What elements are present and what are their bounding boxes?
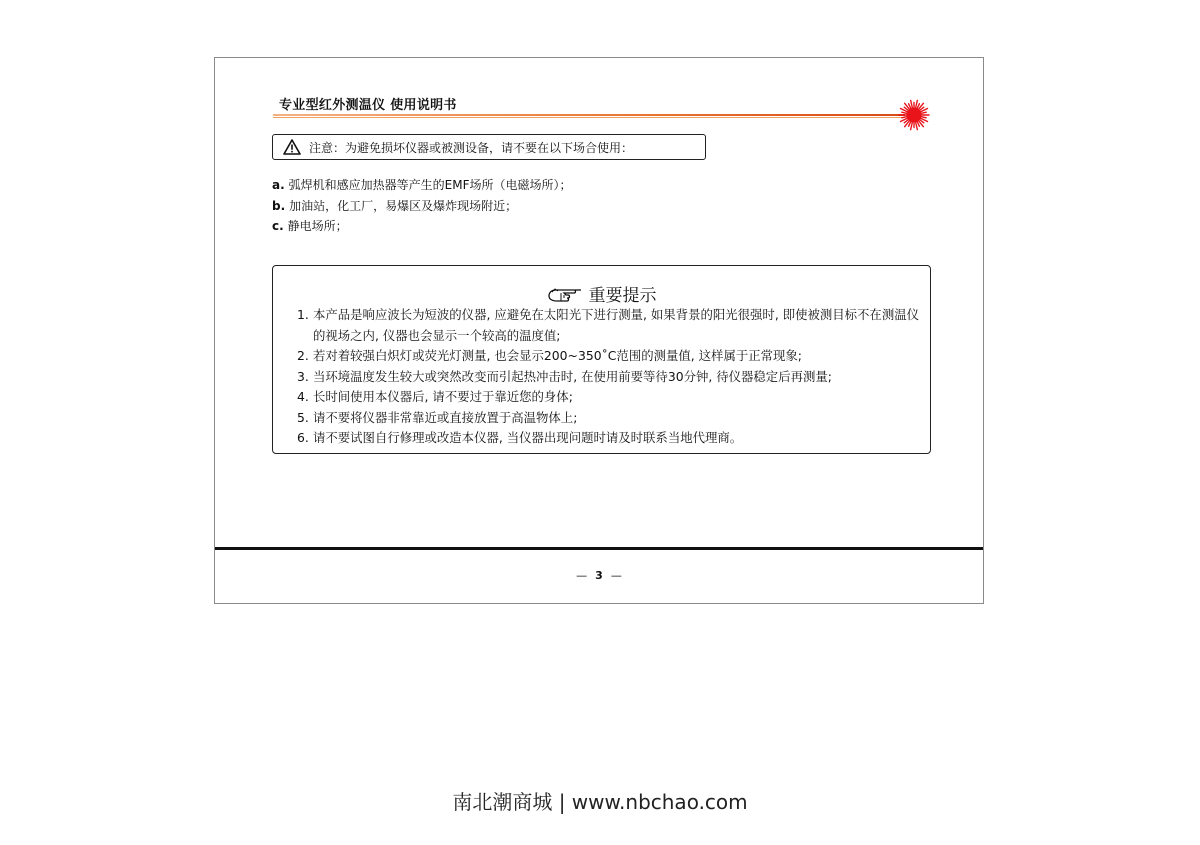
list-item-letter: b. [272, 198, 286, 213]
list-item [272, 175, 572, 196]
list-item-text: 请不要试图自行修理或改造本仪器, 当仪器出现问题时请及时联系当地代理商。 [313, 430, 743, 445]
list-item [297, 367, 919, 388]
list-item-number: 3. [297, 368, 309, 384]
page-number-value: 3 [595, 569, 603, 582]
list-item [297, 305, 919, 346]
list-item-text: 当环境温度发生较大或突然改变而引起热冲击时, 在使用前要等待30分钟, 待仪器稳定后再测量; [313, 368, 832, 384]
list-item-number: 6. [297, 430, 309, 445]
warning-triangle-icon [283, 139, 301, 155]
page-number [215, 569, 983, 582]
header-rule [273, 114, 905, 118]
red-burst-logo-icon [898, 99, 930, 131]
list-item [297, 387, 919, 408]
list-item-number: 2. [297, 348, 309, 363]
list-item [297, 346, 919, 367]
list-item [297, 428, 919, 449]
site-watermark: 南北潮商城 | www.nbchao.com [452, 790, 748, 814]
list-item [297, 408, 919, 429]
pointing-hand-icon [547, 284, 583, 304]
list-item-text: 本产品是响应波长为短波的仪器, 应避免在太阳光下进行测量, 如果背景的阳光很强时, 即使被测目标不在测温仪的视场之内, 仪器也会显示一个较高的温度值; [313, 307, 919, 343]
list-item [272, 196, 572, 217]
list-item-number: 5. [297, 409, 309, 425]
list-item [272, 216, 572, 237]
tips-list [297, 305, 919, 449]
tips-title: 重要提示 [588, 286, 657, 306]
list-item-text: 弧焊机和感应加热器等产生的EMF场所（电磁场所）； [288, 178, 572, 192]
important-tips-box [272, 265, 931, 454]
list-item-letter: a. [272, 178, 285, 192]
condition-list [272, 175, 572, 237]
page-dash-left: — [576, 569, 588, 582]
footer-rule [215, 547, 983, 550]
list-item-text: 请不要将仪器非常靠近或直接放置于高温物体上; [313, 409, 578, 425]
list-item-number: 4. [297, 389, 309, 404]
list-item-text: 若对着较强白炽灯或荧光灯测量, 也会显示200~350˚C范围的测量值, 这样属于正常现象; [313, 348, 802, 363]
list-item-text: 加油站，化工厂，易爆区及爆炸现场附近； [289, 198, 518, 213]
list-item-text: 长时间使用本仪器后, 请不要过于靠近您的身体; [313, 389, 573, 404]
notice-text: 注意：为避免损坏仪器或被测设备，请不要在以下场合使用： [309, 140, 634, 155]
list-item-text: 静电场所； [287, 219, 348, 233]
tips-heading [273, 281, 930, 306]
list-item-letter: c. [272, 219, 284, 233]
notice-box [272, 134, 706, 160]
manual-page [214, 57, 984, 604]
list-item-number: 1. [297, 307, 309, 322]
page-dash-right: — [610, 569, 622, 582]
document-title: 专业型红外测温仪 使用说明书 [279, 98, 457, 113]
